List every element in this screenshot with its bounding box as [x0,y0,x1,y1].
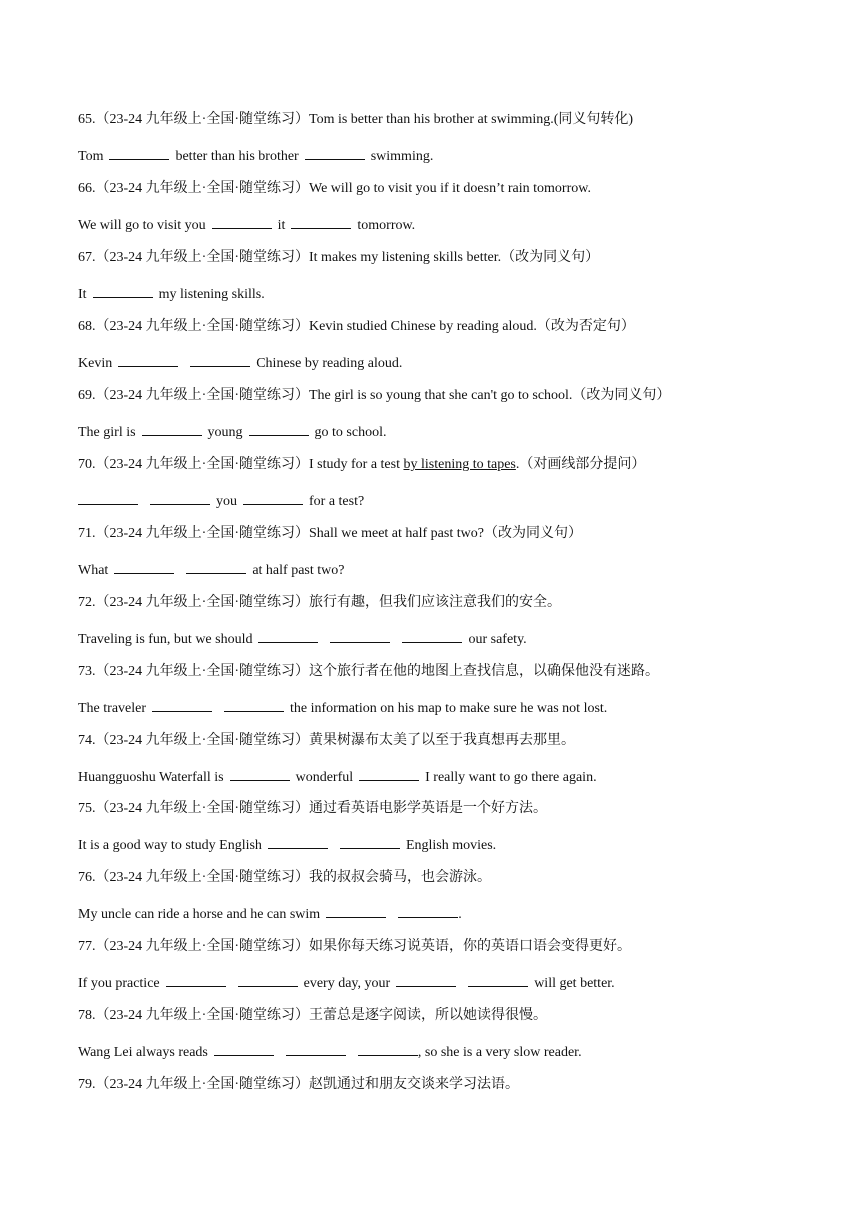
question-source: （23-24 九年级上·全国·随堂练习） [95,112,309,127]
question-prompt: Tom is better than his brother at swimming.(同义句转化) [309,112,634,127]
answer-text: If you practice [78,976,160,991]
question-number: 66. [78,181,96,196]
question-source: （23-24 九年级上·全国·随堂练习） [95,870,309,885]
question-source: （23-24 九年级上·全国·随堂练习） [95,250,309,265]
question-prompt: 王蕾总是逐字阅读，所以她读得很慢。 [309,1008,547,1023]
question-number: 73. [78,664,96,679]
answer-text: My uncle can ride a horse and he can swim [78,907,321,922]
answer-blank[interactable] [230,766,290,781]
question-prompt: 黄果树瀑布太美了以至于我真想再去那里。 [309,733,575,748]
question-number: 78. [78,1008,96,1023]
question-68 [78,317,820,337]
answer-text: , so she is a very slow reader. [417,1045,582,1060]
answer-blank[interactable] [286,1041,346,1056]
question-number: 70. [78,457,96,472]
question-prompt-end: .（对画线部分提问） [515,457,646,472]
question-source: （23-24 九年级上·全国·随堂练习） [95,388,309,403]
question-70 [78,455,820,475]
question-source: （23-24 九年级上·全国·随堂练习） [95,181,309,196]
answer-blank[interactable] [330,628,390,643]
question-73 [78,662,820,682]
question-prompt: Shall we meet at half past two?（改为同义句） [309,526,582,541]
answer-text: every day, your [303,976,391,991]
question-78 [78,1006,820,1026]
answer-line-74 [78,766,820,786]
question-source: （23-24 九年级上·全国·随堂练习） [95,595,309,610]
answer-blank[interactable] [150,490,210,505]
answer-blank[interactable] [214,1041,274,1056]
question-source: （23-24 九年级上·全国·随堂练习） [95,733,309,748]
answer-blank[interactable] [268,834,328,849]
question-source: （23-24 九年级上·全国·随堂练习） [95,457,309,472]
question-source: （23-24 九年级上·全国·随堂练习） [95,664,309,679]
question-72 [78,593,820,613]
question-66 [78,179,820,199]
answer-text: our safety. [468,632,527,647]
answer-blank[interactable] [396,972,456,987]
answer-blank[interactable] [243,490,303,505]
answer-blank[interactable] [305,145,365,160]
answer-line-78 [78,1041,820,1061]
question-source: （23-24 九年级上·全国·随堂练习） [95,1077,309,1092]
question-prompt: It makes my listening skills better.（改为同义句） [309,250,600,265]
question-prompt: Kevin studied Chinese by reading aloud.（改为否定句） [309,319,635,334]
answer-text: What [78,563,109,578]
answer-text: better than his brother [175,149,299,164]
answer-text: wonderful [295,770,354,785]
answer-text: young [207,425,243,440]
answer-blank[interactable] [109,145,169,160]
answer-text: Chinese by reading aloud. [256,356,403,371]
answer-line-70 [78,490,820,510]
answer-text: at half past two? [252,563,345,578]
question-number: 77. [78,939,96,954]
answer-text: for a test? [309,494,365,509]
answer-blank[interactable] [359,766,419,781]
answer-text: go to school. [314,425,387,440]
answer-text: It [78,287,87,302]
question-prompt: 旅行有趣，但我们应该注意我们的安全。 [309,595,561,610]
answer-blank[interactable] [340,834,400,849]
answer-blank[interactable] [291,214,351,229]
answer-text: Kevin [78,356,113,371]
question-number: 75. [78,801,96,816]
answer-blank[interactable] [166,972,226,987]
answer-line-67 [78,283,820,303]
answer-blank[interactable] [249,421,309,436]
answer-blank[interactable] [78,490,138,505]
answer-blank[interactable] [186,559,246,574]
question-prompt: 赵凯通过和朋友交谈来学习法语。 [309,1077,519,1092]
question-number: 71. [78,526,96,541]
answer-line-77 [78,972,820,992]
answer-text: Traveling is fun, but we should [78,632,253,647]
question-74 [78,731,820,751]
answer-line-76 [78,903,820,923]
question-number: 74. [78,733,96,748]
question-source: （23-24 九年级上·全国·随堂练习） [95,801,309,816]
question-77 [78,937,820,957]
question-number: 65. [78,112,96,127]
answer-text: my listening skills. [158,287,265,302]
question-prompt: 我的叔叔会骑马，也会游泳。 [309,870,491,885]
answer-text: It is a good way to study English [78,838,262,853]
answer-line-66 [78,214,820,234]
answer-line-71 [78,559,820,579]
question-source: （23-24 九年级上·全国·随堂练习） [95,526,309,541]
answer-blank[interactable] [114,559,174,574]
answer-text: tomorrow. [357,218,416,233]
question-number: 68. [78,319,96,334]
answer-blank[interactable] [258,628,318,643]
underlined-phrase: by listening to tapes [403,457,516,472]
answer-text: you [216,494,237,509]
question-number: 79. [78,1077,96,1092]
question-number: 67. [78,250,96,265]
question-source: （23-24 九年级上·全国·随堂练习） [95,319,309,334]
answer-blank[interactable] [212,214,272,229]
answer-text: The girl is [78,425,136,440]
question-67 [78,248,820,268]
answer-blank[interactable] [118,352,178,367]
answer-blank[interactable] [142,421,202,436]
question-number: 76. [78,870,96,885]
question-prompt: 这个旅行者在他的地图上查找信息，以确保他没有迷路。 [309,664,659,679]
answer-blank[interactable] [152,697,212,712]
answer-text: Wang Lei always reads [78,1045,208,1060]
answer-text: the information on his map to make sure he was not lost. [290,701,608,716]
answer-blank[interactable] [93,283,153,298]
answer-blank[interactable] [190,352,250,367]
answer-blank[interactable] [402,628,462,643]
answer-line-73 [78,697,820,717]
answer-blank[interactable] [326,903,386,918]
question-prompt: We will go to visit you if it doesn’t rain tomorrow. [309,181,591,196]
question-number: 72. [78,595,96,610]
question-number: 69. [78,388,96,403]
answer-text: will get better. [534,976,615,991]
answer-line-68 [78,352,820,372]
answer-blank[interactable] [398,903,458,918]
question-65 [78,110,820,130]
question-75 [78,799,820,819]
question-prompt: I study for a test [309,457,404,472]
answer-text: Tom [78,149,104,164]
question-prompt: The girl is so young that she can't go to school.（改为同义句） [309,388,671,403]
question-prompt: 如果你每天练习说英语，你的英语口语会变得更好。 [309,939,631,954]
question-prompt: 通过看英语电影学英语是一个好方法。 [309,801,547,816]
answer-text: English movies. [405,838,497,853]
answer-text: We will go to visit you [78,218,206,233]
answer-line-72 [78,628,820,648]
answer-blank[interactable] [224,697,284,712]
question-69 [78,386,820,406]
answer-text: it [277,218,286,233]
question-76 [78,868,820,888]
question-71 [78,524,820,544]
answer-text: . [458,907,462,922]
answer-blank[interactable] [238,972,298,987]
answer-text: The traveler [78,701,147,716]
answer-line-75 [78,834,820,854]
question-source: （23-24 九年级上·全国·随堂练习） [95,939,309,954]
answer-line-65 [78,145,820,165]
question-source: （23-24 九年级上·全国·随堂练习） [95,1008,309,1023]
answer-blank[interactable] [358,1041,418,1056]
answer-blank[interactable] [468,972,528,987]
question-79 [78,1075,820,1095]
answer-text: swimming. [370,149,434,164]
answer-text: I really want to go there again. [425,770,597,785]
answer-text: Huangguoshu Waterfall is [78,770,224,785]
answer-line-69 [78,421,820,441]
